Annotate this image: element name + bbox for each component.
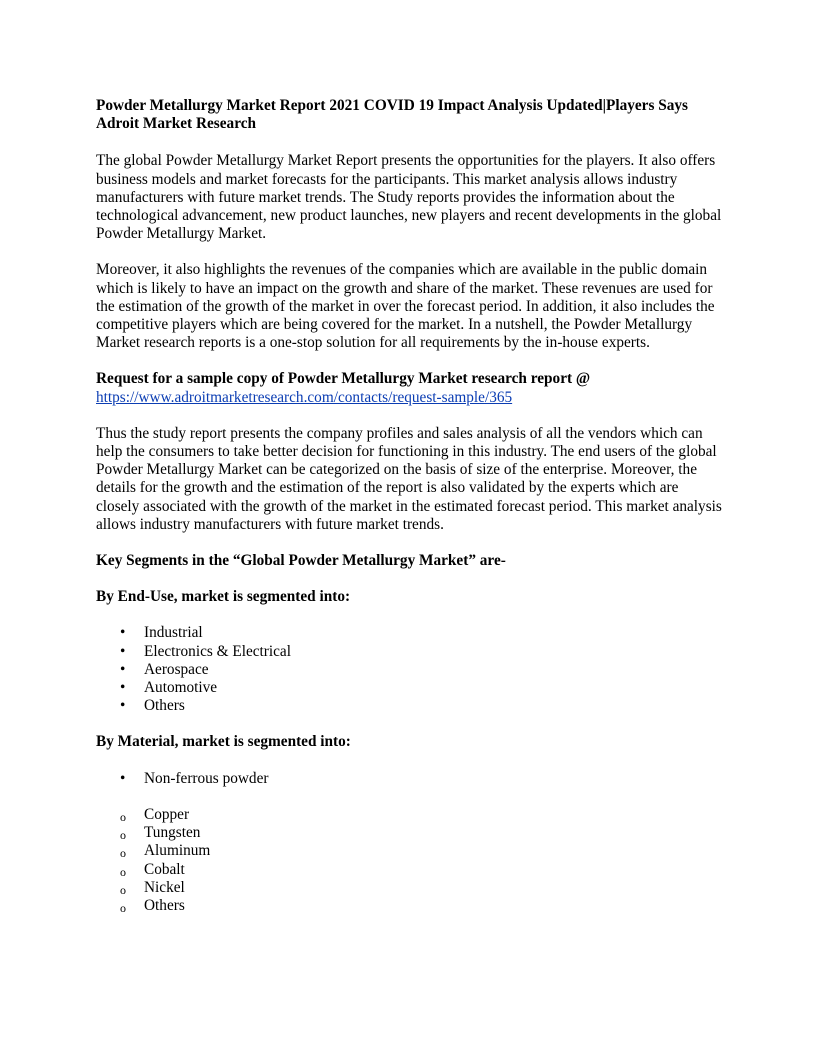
sub-list-item-label: Aluminum <box>144 842 211 860</box>
circle-bullet-marker: o <box>120 809 126 824</box>
end-use-list <box>96 624 724 715</box>
list-item <box>96 643 724 661</box>
list-item <box>96 661 724 679</box>
material-list <box>96 770 724 788</box>
list-item <box>96 770 724 788</box>
circle-bullet-marker: o <box>120 828 126 843</box>
sub-list-item <box>96 861 724 879</box>
end-use-heading: By End-Use, market is segmented into: <box>96 588 351 606</box>
sub-list-item-label: Tungsten <box>144 824 201 842</box>
bullet-marker: • <box>120 642 126 660</box>
list-item-label: Aerospace <box>144 660 209 678</box>
list-item <box>96 679 724 697</box>
bullet-marker: • <box>120 679 126 697</box>
sample-request-link[interactable]: https://www.adroitmarketresearch.com/contacts/request-sample/365 <box>96 388 513 406</box>
list-item <box>96 697 724 715</box>
bullet-marker: • <box>120 769 126 787</box>
sub-list-item-label: Others <box>144 896 185 914</box>
circle-bullet-marker: o <box>120 882 126 897</box>
list-item-label: Industrial <box>144 624 203 642</box>
sub-list-item-label: Cobalt <box>144 860 185 878</box>
bullet-marker: • <box>120 660 126 678</box>
circle-bullet-marker: o <box>120 900 126 915</box>
study-paragraph: Thus the study report presents the company profiles and sales analysis of all the vendors which can help the consumers to take better decision for functioning in this industry. The end users of the global Powder Metallurgy Market can be categorized on the basis of size of the enterprise. Moreover, the details for the growth and the estimation of the report is also validated by the experts which are closely associated with the growth of the market in the estimated forecast period. This market analysis allows industry manufacturers with future market trends. <box>96 424 722 533</box>
sub-list-item <box>96 842 724 860</box>
document-title: Powder Metallurgy Market Report 2021 COVID 19 Impact Analysis Updated|Players Says Adroit Market Research <box>96 97 688 133</box>
revenue-paragraph: Moreover, it also highlights the revenues of the companies which are available in the public domain which is likely to have an impact on the growth and share of the market. These revenues are used for the estimation of the growth of the market in over the forecast period. In addition, it also includes the competitive players which are being covered for the market. In a nutshell, the Powder Metallurgy Market research reports is a one-stop solution for all requirements by the in-house experts. <box>96 261 715 352</box>
material-heading: By Material, market is segmented into: <box>96 733 351 751</box>
sample-request <box>96 370 724 406</box>
non-ferrous-sublist <box>96 806 724 915</box>
key-segments-heading: Key Segments in the “Global Powder Metallurgy Market” are- <box>96 552 506 570</box>
list-item-label: Electronics & Electrical <box>144 642 291 660</box>
sub-list-item <box>96 824 724 842</box>
sub-list-item <box>96 879 724 897</box>
sub-list-item-label: Nickel <box>144 878 185 896</box>
sub-list-item <box>96 806 724 824</box>
bullet-marker: • <box>120 624 126 642</box>
sub-list-item <box>96 897 724 915</box>
sample-request-text: Request for a sample copy of Powder Metallurgy Market research report @ <box>96 370 591 388</box>
list-item-label: Others <box>144 697 185 715</box>
intro-paragraph: The global Powder Metallurgy Market Report presents the opportunities for the players. It also offers business models and market forecasts for the participants. This market analysis allows industry manufacturers with future market trends. The Study reports provides the information about the technological advancement, new product launches, new players and recent developments in the global Powder Metallurgy Market. <box>96 152 722 243</box>
circle-bullet-marker: o <box>120 846 126 861</box>
list-item-label: Automotive <box>144 679 218 697</box>
document-body <box>96 97 724 915</box>
sub-list-item-label: Copper <box>144 805 190 823</box>
circle-bullet-marker: o <box>120 864 126 879</box>
list-item-label: Non-ferrous powder <box>144 769 269 787</box>
bullet-marker: • <box>120 697 126 715</box>
list-item <box>96 624 724 642</box>
